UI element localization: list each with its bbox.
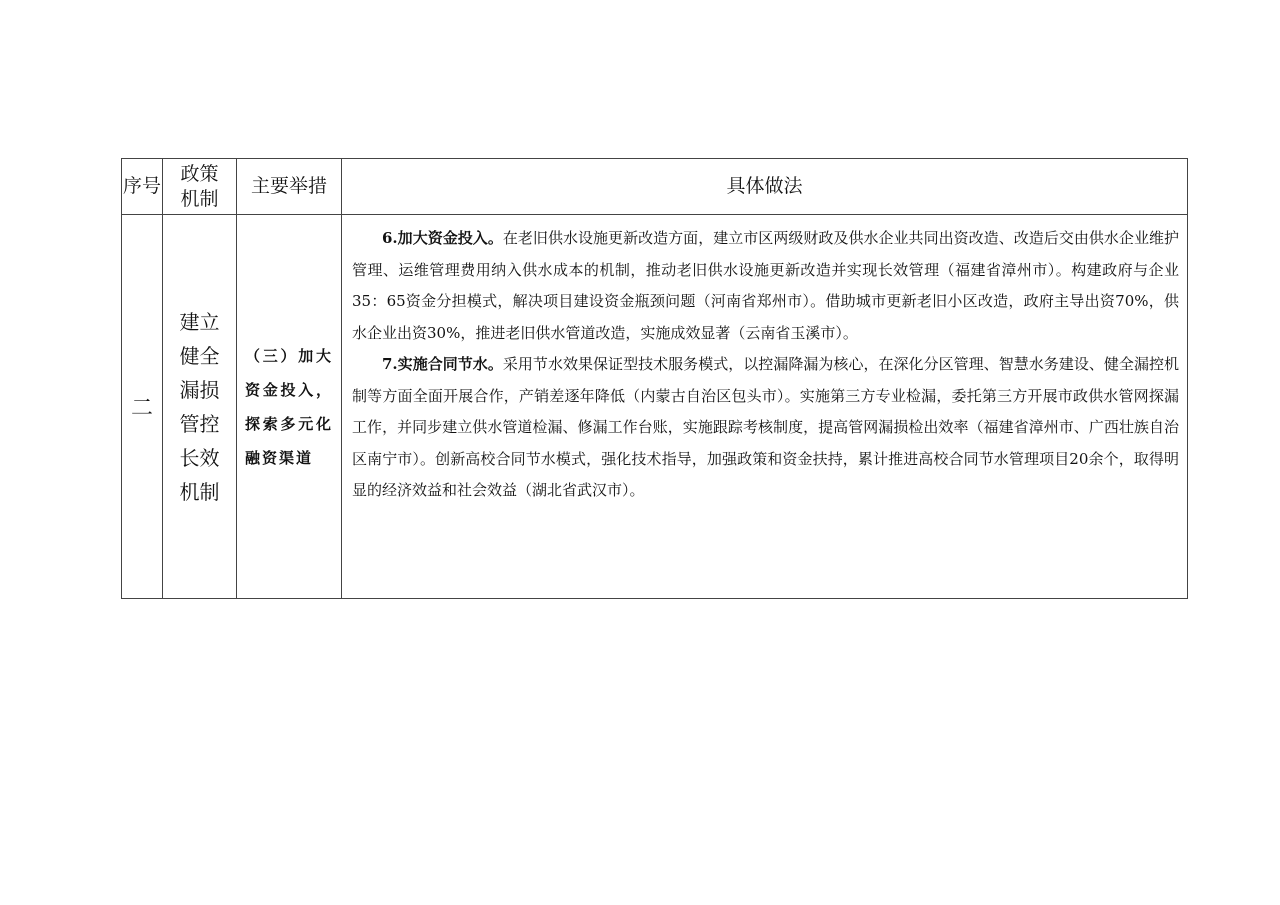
row-seq: 二 (122, 215, 163, 599)
policy-line: 建立 (179, 309, 220, 334)
table-header-row (122, 159, 1188, 215)
detail-paragraph (352, 349, 1179, 507)
paragraph-text: 采用节水效果保证型技术服务模式，以控漏降漏为核心，在深化分区管理、智慧水务建设、健全漏控机制等方面全面开展合作，产销差逐年降低（内蒙古自治区包头市）。实施第三方专业检漏，委托第三方开展市政供水管网探漏工作，并同步建立供水管道检漏、修漏工作台账，实施跟踪考核制度，提高管网漏损检出效率（福建省漳州市、广西壮族自治区南宁市）。创新高校合同节水模式，强化技术指导，加强政策和资金扶持，累计推进高校合同节水管理项目20余个，取得明显的经济效益和社会效益（湖北省武汉市）。 (352, 355, 1179, 499)
policy-line: 管控 (179, 411, 220, 436)
table-row (122, 215, 1188, 599)
policy-line: 长效 (179, 445, 220, 470)
header-policy: 政策机制 (163, 159, 237, 215)
row-measure: （三）加大资金投入，探索多元化融资渠道 (237, 215, 342, 599)
policy-line: 健全 (179, 343, 220, 368)
header-details: 具体做法 (342, 159, 1188, 215)
header-seq: 序号 (122, 159, 163, 215)
paragraph-lead: 7.实施合同节水。 (382, 355, 503, 373)
policy-line: 漏损 (179, 377, 220, 402)
paragraph-lead: 6.加大资金投入。 (382, 229, 503, 247)
header-measures: 主要举措 (237, 159, 342, 215)
row-policy (163, 215, 237, 599)
policy-line: 机制 (179, 479, 220, 504)
paragraph-text: 在老旧供水设施更新改造方面，建立市区两级财政及供水企业共同出资改造、改造后交由供水企业维护管理、运维管理费用纳入供水成本的机制，推动老旧供水设施更新改造并实现长效管理（福建省漳州市）。构建政府与企业35：65资金分担模式，解决项目建设资金瓶颈问题（河南省郑州市）。借助城市更新老旧小区改造，政府主导出资70%，供水企业出资30%，推进老旧供水管道改造，实施成效显著（云南省玉溪市）。 (352, 229, 1179, 342)
policy-table (121, 158, 1188, 599)
row-details (342, 215, 1188, 599)
detail-paragraph (352, 223, 1179, 349)
